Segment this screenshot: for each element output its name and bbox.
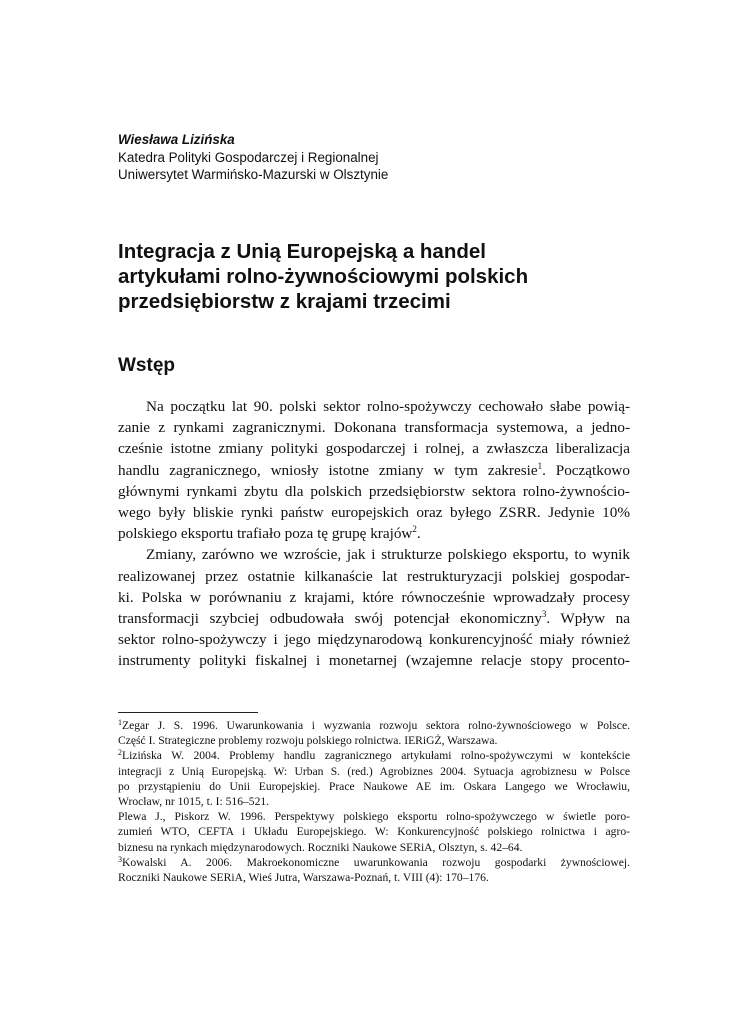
footnote-ref[interactable]: 3: [541, 608, 547, 619]
text-line: Zmiany, zarówno we wzroście, jak i strukturze polskiego eksportu, to wynik: [146, 546, 630, 564]
text-line: cześnie istotne zmiany polityki gospodarczej i rolnej, a zwłaszcza liberalizacja: [118, 440, 630, 458]
footnote-number: 3: [118, 854, 122, 864]
footnote-line: [118, 718, 630, 733]
author-department: Katedra Polityki Gospodarczej i Regionalnej: [118, 149, 379, 165]
section-heading: Wstęp: [118, 355, 175, 376]
footnotes: [118, 718, 630, 885]
footnote-ref[interactable]: 2: [412, 524, 417, 535]
text-line: ki. Polska w porównaniu z krajami, które równocześnie wprowadzały procesy: [118, 588, 630, 606]
text-segment: . Początkowo: [542, 461, 630, 479]
title-line: przedsiębiorstw z krajami trzecimi: [118, 290, 451, 313]
text-line: zanie z rynkami zagranicznymi. Dokonana transformacja systemowa, a jedno-: [118, 419, 630, 437]
text-line: [118, 608, 630, 629]
footnote-ref[interactable]: 1: [537, 460, 543, 471]
paragraph-1: [118, 396, 630, 544]
text-line: [118, 460, 630, 481]
footnote-line: biznesu na rynkach międzynarodowych. Roczniki Naukowe SERiA, Olsztyn, s. 42–64.: [118, 840, 523, 854]
text-line: głównymi rynkami zbytu dla polskich przedsiębiorstw sektora rolno-żywnościo-: [118, 482, 630, 500]
footnote-line: Roczniki Naukowe SERiA, Wieś Jutra, Warszawa-Poznań, t. VIII (4): 170–176.: [118, 870, 489, 884]
footnote-text: Lizińska W. 2004. Problemy handlu zagranicznego artykułami rolno-spożywczymi w kontekście: [122, 749, 630, 763]
text-segment: handlu zagranicznego, wniosły istotne zmiany w tym zakresie: [118, 461, 538, 479]
footnote-line: Plewa J., Piskorz W. 1996. Perspektywy polskiego eksportu rolno-spożywczego w świetle poro-: [118, 810, 630, 824]
footnote-line: Wrocław, nr 1015, t. I: 516–521.: [118, 794, 270, 808]
footnote-line: [118, 748, 630, 763]
footnote-number: 1: [118, 718, 122, 727]
text-line: sektor rolno-spożywczy i jego międzynarodową konkurencyjność miały również: [118, 631, 630, 649]
author-university: Uniwersytet Warmińsko-Mazurski w Olsztynie: [118, 167, 389, 182]
body-text: [118, 396, 630, 671]
paragraph-2: [118, 544, 630, 671]
paper-title: [118, 239, 630, 314]
footnote-number: 2: [118, 748, 122, 758]
footnote-text: Zegar J. S. 1996. Uwarunkowania i wyzwania rozwoju sektora rolno-żywnościowego w Polsce.: [122, 719, 630, 732]
text-line: Na początku lat 90. polski sektor rolno-spożywczy cechowało słabe powią-: [146, 398, 630, 415]
title-line: Integracja z Unią Europejską a handel: [118, 240, 486, 263]
footnote-line: po przystąpieniu do Unii Europejskiej. Prace Naukowe AE im. Oskara Langego we Wrocławiu,: [118, 779, 630, 793]
footnote-line: zumień WTO, CEFTA i Układu Europejskiego. W: Konkurencyjność polskiego rolnictwa i agro-: [118, 825, 630, 839]
footnote-line: [118, 855, 630, 870]
footnote-line: integracji z Unią Europejską. W: Urban S. (red.) Agrobiznes 2004. Sytuacja agrobiznesu w Polsce: [118, 764, 630, 778]
text-segment: polskiego eksportu trafiało poza tę grupę krajów: [118, 525, 413, 543]
text-segment: transformacji szybciej odbudowała swój potencjał ekonomiczny: [118, 609, 542, 627]
text-segment: .: [416, 525, 421, 543]
footnote-line: Część I. Strategiczne problemy rozwoju polskiego rolnictwa. IERiGŻ, Warszawa.: [118, 734, 498, 748]
title-line: artykułami rolno-żywnościowymi polskich: [118, 265, 529, 288]
text-line: instrumenty polityki fiskalnej i monetarnej (wzajemne relacje stopy procento-: [118, 652, 630, 670]
text-line: wego były bliskie rynki państw europejskich oraz byłego ZSRR. Jedynie 10%: [118, 503, 630, 521]
text-line: realizowanej przez ostatnie kilkanaście lat restrukturyzacji polskiej gospodar-: [118, 567, 630, 585]
text-segment: . Wpływ na: [546, 609, 630, 627]
author-block: [118, 131, 630, 184]
footnote-text: Kowalski A. 2006. Makroekonomiczne uwarunkowania rozwoju gospodarki żywnościowej.: [122, 855, 630, 869]
footnote-divider: [118, 712, 258, 713]
author-name: Wiesława Lizińska: [118, 132, 235, 147]
text-line: [118, 523, 630, 544]
